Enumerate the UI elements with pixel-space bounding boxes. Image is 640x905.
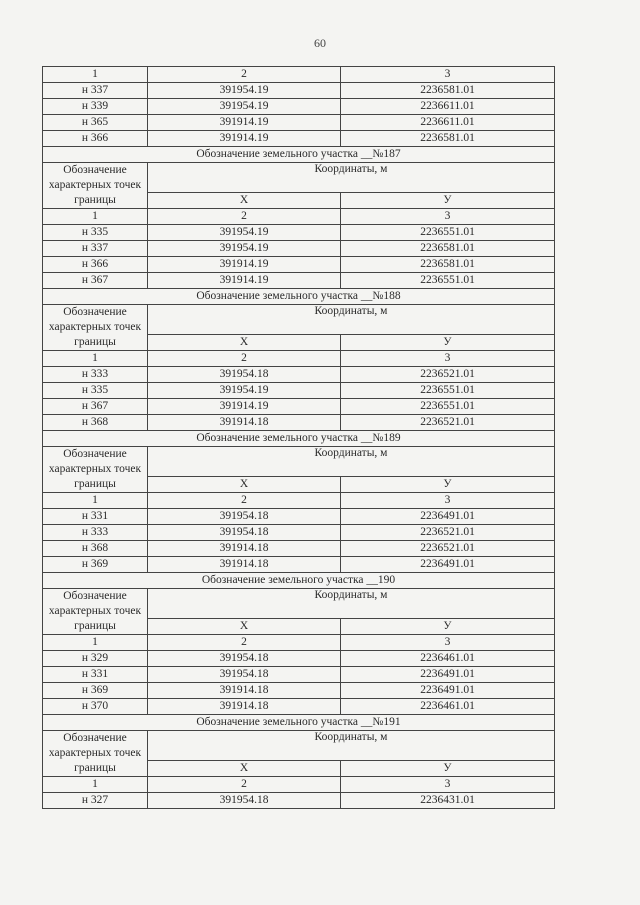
cell-y: 2236581.01 <box>341 241 555 257</box>
table-row <box>43 367 555 383</box>
cell-y: 2236521.01 <box>341 541 555 557</box>
cell-point: н 368 <box>43 541 148 557</box>
table-row <box>43 509 555 525</box>
table-row <box>43 651 555 667</box>
table-row <box>43 525 555 541</box>
cell-y: 2236581.01 <box>341 83 555 99</box>
column-number-row <box>43 351 555 367</box>
column-number-cell: 3 <box>341 493 555 509</box>
cell-y: 2236491.01 <box>341 667 555 683</box>
cell-x: 391914.19 <box>148 115 341 131</box>
y-header: У <box>341 335 555 351</box>
cell-x: 391954.19 <box>148 99 341 115</box>
cell-x: 391914.18 <box>148 699 341 715</box>
coordinates-header: Координаты, м <box>148 589 555 619</box>
column-number-cell: 3 <box>341 777 555 793</box>
cell-point: н 339 <box>43 99 148 115</box>
y-header: У <box>341 193 555 209</box>
point-label-header: Обозначение характерных точек границы <box>43 447 148 493</box>
coordinates-header: Координаты, м <box>148 731 555 761</box>
cell-point: н 337 <box>43 241 148 257</box>
cell-point: н 331 <box>43 509 148 525</box>
plot-title-row <box>43 715 555 731</box>
column-number-cell: 1 <box>43 493 148 509</box>
y-header: У <box>341 477 555 493</box>
cell-y: 2236551.01 <box>341 225 555 241</box>
cell-x: 391954.18 <box>148 651 341 667</box>
column-number-cell: 2 <box>148 67 341 83</box>
cell-point: н 367 <box>43 399 148 415</box>
table-row <box>43 241 555 257</box>
coordinates-header: Координаты, м <box>148 447 555 477</box>
cell-y: 2236551.01 <box>341 273 555 289</box>
cell-y: 2236491.01 <box>341 509 555 525</box>
cell-x: 391954.19 <box>148 225 341 241</box>
column-number-cell: 3 <box>341 635 555 651</box>
point-label-header: Обозначение характерных точек границы <box>43 589 148 635</box>
table-row <box>43 257 555 273</box>
cell-x: 391954.19 <box>148 241 341 257</box>
table-row <box>43 667 555 683</box>
cell-point: н 327 <box>43 793 148 809</box>
cell-point: н 329 <box>43 651 148 667</box>
table-row <box>43 115 555 131</box>
cell-x: 391914.18 <box>148 683 341 699</box>
cell-point: н 333 <box>43 367 148 383</box>
column-number-cell: 1 <box>43 67 148 83</box>
cell-x: 391914.19 <box>148 131 341 147</box>
cell-x: 391914.19 <box>148 257 341 273</box>
cell-x: 391954.18 <box>148 509 341 525</box>
table-row <box>43 99 555 115</box>
cell-y: 2236461.01 <box>341 651 555 667</box>
point-label-header: Обозначение характерных точек границы <box>43 305 148 351</box>
cell-x: 391954.18 <box>148 367 341 383</box>
column-number-cell: 1 <box>43 635 148 651</box>
plot-title: Обозначение земельного участка __№189 <box>43 431 555 447</box>
x-header: Х <box>148 619 341 635</box>
column-number-cell: 3 <box>341 67 555 83</box>
y-header: У <box>341 761 555 777</box>
cell-point: н 369 <box>43 683 148 699</box>
plot-title: Обозначение земельного участка __№191 <box>43 715 555 731</box>
cell-point: н 370 <box>43 699 148 715</box>
coordinates-table-body <box>43 67 555 809</box>
column-number-cell: 1 <box>43 777 148 793</box>
cell-y: 2236461.01 <box>341 699 555 715</box>
x-header: Х <box>148 761 341 777</box>
plot-title-row <box>43 431 555 447</box>
cell-y: 2236491.01 <box>341 683 555 699</box>
cell-x: 391954.18 <box>148 667 341 683</box>
table-row <box>43 541 555 557</box>
column-number-cell: 3 <box>341 209 555 225</box>
coordinates-header: Координаты, м <box>148 163 555 193</box>
page-number: 60 <box>314 36 326 50</box>
column-number-cell: 1 <box>43 209 148 225</box>
cell-y: 2236581.01 <box>341 257 555 273</box>
cell-y: 2236521.01 <box>341 525 555 541</box>
table-row <box>43 399 555 415</box>
table-row <box>43 225 555 241</box>
cell-point: н 367 <box>43 273 148 289</box>
column-number-cell: 2 <box>148 209 341 225</box>
column-number-cell: 1 <box>43 351 148 367</box>
table-row <box>43 83 555 99</box>
plot-title: Обозначение земельного участка __№187 <box>43 147 555 163</box>
point-label-header: Обозначение характерных точек границы <box>43 163 148 209</box>
cell-x: 391914.18 <box>148 541 341 557</box>
cell-x: 391954.19 <box>148 83 341 99</box>
plot-title-row <box>43 289 555 305</box>
column-number-row <box>43 635 555 651</box>
column-number-row <box>43 209 555 225</box>
cell-point: н 366 <box>43 257 148 273</box>
cell-point: н 368 <box>43 415 148 431</box>
cell-y: 2236611.01 <box>341 115 555 131</box>
table-row <box>43 699 555 715</box>
column-number-row <box>43 67 555 83</box>
cell-x: 391914.18 <box>148 415 341 431</box>
x-header: Х <box>148 335 341 351</box>
x-header: Х <box>148 193 341 209</box>
table-row <box>43 683 555 699</box>
cell-y: 2236521.01 <box>341 367 555 383</box>
cell-point: н 331 <box>43 667 148 683</box>
cell-y: 2236491.01 <box>341 557 555 573</box>
cell-point: н 366 <box>43 131 148 147</box>
column-number-cell: 2 <box>148 351 341 367</box>
plot-title-row <box>43 573 555 589</box>
cell-x: 391914.19 <box>148 273 341 289</box>
table-row <box>43 383 555 399</box>
cell-x: 391914.19 <box>148 399 341 415</box>
column-number-cell: 2 <box>148 635 341 651</box>
column-number-cell: 3 <box>341 351 555 367</box>
cell-y: 2236611.01 <box>341 99 555 115</box>
coordinates-header: Координаты, м <box>148 305 555 335</box>
cell-point: н 369 <box>43 557 148 573</box>
cell-point: н 335 <box>43 225 148 241</box>
cell-point: н 365 <box>43 115 148 131</box>
table-row <box>43 793 555 809</box>
plot-title: Обозначение земельного участка __№188 <box>43 289 555 305</box>
cell-x: 391914.18 <box>148 557 341 573</box>
column-number-cell: 2 <box>148 777 341 793</box>
cell-point: н 337 <box>43 83 148 99</box>
table-row <box>43 131 555 147</box>
cell-y: 2236431.01 <box>341 793 555 809</box>
cell-x: 391954.19 <box>148 383 341 399</box>
table-row <box>43 273 555 289</box>
plot-title-row <box>43 147 555 163</box>
cell-x: 391954.18 <box>148 525 341 541</box>
y-header: У <box>341 619 555 635</box>
cell-point: н 333 <box>43 525 148 541</box>
cell-y: 2236521.01 <box>341 415 555 431</box>
table-row <box>43 557 555 573</box>
column-number-row <box>43 777 555 793</box>
cell-x: 391954.18 <box>148 793 341 809</box>
column-number-cell: 2 <box>148 493 341 509</box>
cell-y: 2236581.01 <box>341 131 555 147</box>
column-number-row <box>43 493 555 509</box>
plot-title: Обозначение земельного участка __190 <box>43 573 555 589</box>
table-row <box>43 415 555 431</box>
cell-y: 2236551.01 <box>341 399 555 415</box>
cell-y: 2236551.01 <box>341 383 555 399</box>
coordinates-table <box>42 66 555 809</box>
x-header: Х <box>148 477 341 493</box>
cell-point: н 335 <box>43 383 148 399</box>
point-label-header: Обозначение характерных точек границы <box>43 731 148 777</box>
